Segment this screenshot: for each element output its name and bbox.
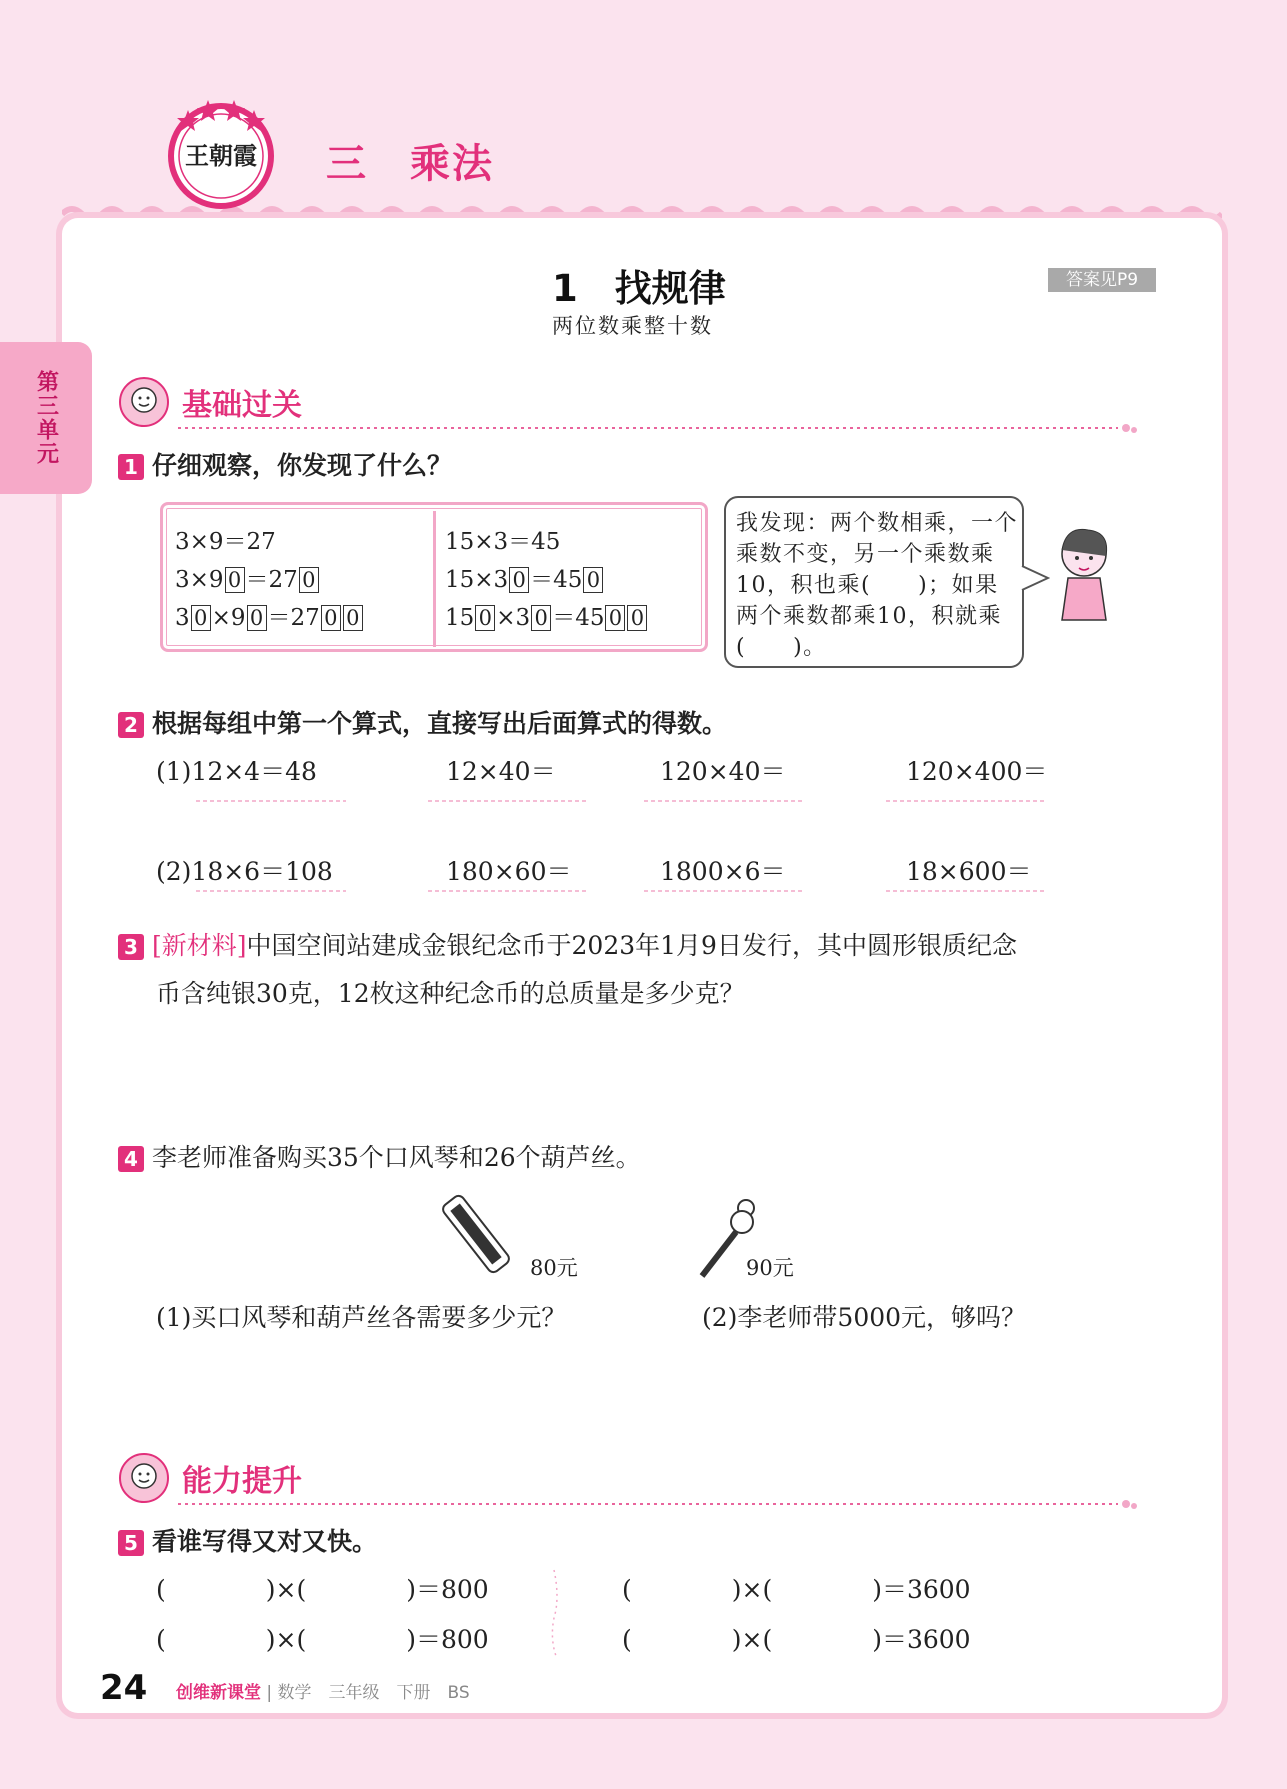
- question-number: 4: [118, 1146, 144, 1172]
- dotted-separator: [548, 1568, 564, 1658]
- equation: 15×3＝45: [445, 529, 561, 555]
- question-4-part-2: (2)李老师带5000元，够吗？: [702, 1303, 1027, 1332]
- equation: 15×3 0 ＝45 0: [445, 561, 648, 599]
- question-number: 5: [118, 1530, 144, 1556]
- observation-box: [160, 502, 708, 652]
- question-text: 币含纯银30克，12枚这种纪念币的总质量是多少克？: [156, 979, 745, 1008]
- equation: 1800×6＝: [660, 857, 786, 886]
- bubble-text: 我发现：两个数相乘，一个乘数不变，另一个乘数乘10，积也乘( )；如果两个乘数都乘10，积就乘( )。: [736, 511, 1019, 660]
- section-divider: [178, 1498, 1138, 1510]
- section-basic-label: 基础过关: [182, 388, 302, 423]
- observation-left-column: [175, 523, 364, 637]
- question-text: 仔细观察，你发现了什么？: [152, 451, 453, 480]
- question-text: 李老师准备购买35个口风琴和26个葫芦丝。: [152, 1143, 641, 1172]
- equation: 12×40＝: [446, 757, 556, 786]
- equation: 15 0 ×3 0 ＝45 0 0: [445, 599, 648, 637]
- question-text: 看谁写得又对又快。: [152, 1527, 378, 1556]
- question-number: 3: [118, 934, 144, 960]
- equation: 120×40＝: [660, 757, 786, 786]
- fill-in-equation: ( )×( )＝3600: [622, 1625, 971, 1654]
- svg-text:王朝霞: 王朝霞: [185, 141, 257, 170]
- equation: 3×9 0 ＝27 0: [175, 561, 364, 599]
- girl-character-icon: [1046, 520, 1126, 630]
- section-basic-header: [118, 370, 1158, 430]
- footer-brand: 创维新课堂: [176, 1683, 261, 1703]
- lesson-subtitle: 两位数乘整十数: [552, 314, 713, 338]
- melodica-icon: [434, 1188, 518, 1280]
- equation: 120×400＝: [906, 757, 1048, 786]
- equation: 18×600＝: [906, 857, 1032, 886]
- question-5: [118, 1522, 377, 1558]
- answer-underlines: [196, 886, 1076, 896]
- question-4: [118, 1138, 641, 1174]
- footer-details: 数学 三年级 下册 BS: [277, 1683, 470, 1703]
- question-number: 1: [118, 454, 144, 480]
- answer-underlines: [196, 796, 1076, 806]
- equation: (1)12×4＝48: [156, 757, 317, 786]
- section-divider: [178, 422, 1138, 434]
- question-1: [118, 446, 452, 482]
- section-advanced-label: 能力提升: [182, 1464, 302, 1499]
- footer-info: 创维新课堂 | 数学 三年级 下册 BS: [176, 1683, 470, 1703]
- new-material-tag: [新材料]: [152, 931, 247, 960]
- fill-in-equation: ( )×( )＝3600: [622, 1575, 971, 1604]
- equation: 3×9＝27: [175, 529, 276, 555]
- fill-in-equation: ( )×( )＝800: [156, 1575, 489, 1604]
- unit-title: 三 乘法: [326, 141, 494, 187]
- question-2: [118, 704, 727, 740]
- unit-side-tab: 第三单元: [0, 342, 92, 494]
- section-advanced-header: [118, 1446, 1158, 1506]
- question-number: 2: [118, 712, 144, 738]
- equation: 180×60＝: [446, 857, 572, 886]
- hulusi-price: 90元: [746, 1256, 794, 1280]
- cartoon-face-icon: [118, 376, 170, 428]
- question-4-part-1: (1)买口风琴和葫芦丝各需要多少元？: [156, 1303, 567, 1332]
- question-text: 中国空间站建成金银纪念币于2023年1月9日发行，其中圆形银质纪念: [246, 931, 1017, 960]
- melodica-price: 80元: [530, 1256, 578, 1280]
- question-text: 根据每组中第一个算式，直接写出后面算式的得数。: [152, 709, 728, 738]
- lesson-title: 1 找规律: [552, 267, 726, 310]
- answer-reference-tag: 答案见P9: [1048, 268, 1156, 292]
- question-3: [118, 926, 1017, 962]
- column-divider: [433, 511, 436, 647]
- brand-logo-icon: [158, 92, 284, 210]
- speech-bubble: [724, 496, 1024, 668]
- fill-in-equation: ( )×( )＝800: [156, 1625, 489, 1654]
- equation: 3 0 ×9 0 ＝27 0 0: [175, 599, 364, 637]
- cartoon-face-icon: [118, 1452, 170, 1504]
- observation-right-column: [445, 523, 648, 637]
- page-number: 24: [100, 1668, 148, 1708]
- equation: (2)18×6＝108: [156, 857, 333, 886]
